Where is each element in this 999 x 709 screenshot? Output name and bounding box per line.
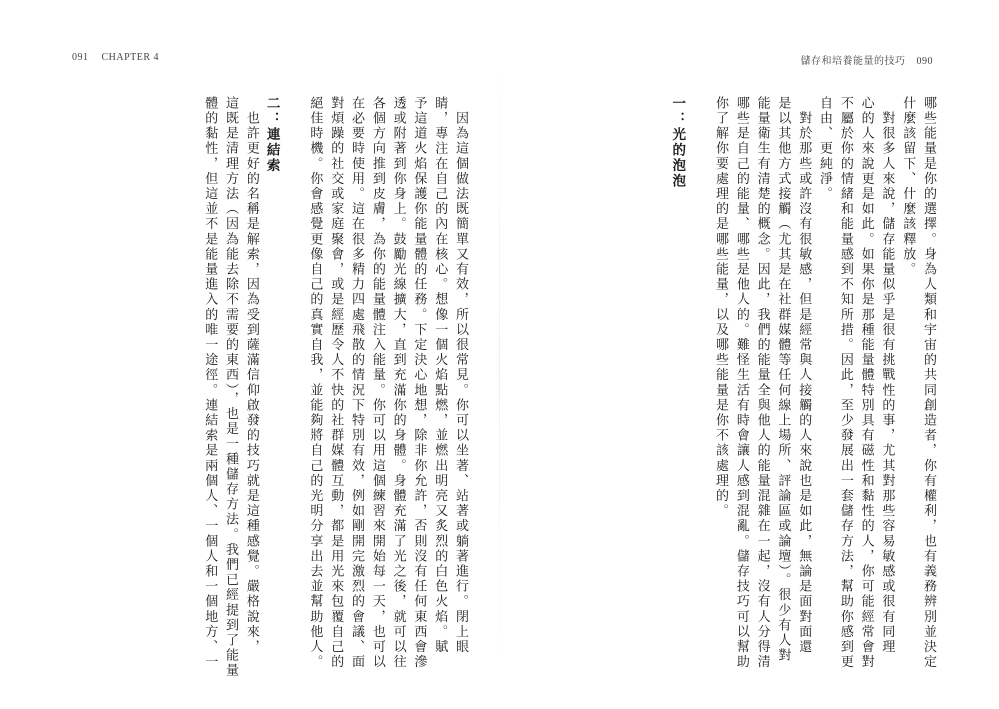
section-spacer xyxy=(687,96,709,681)
section-spacer xyxy=(282,96,304,681)
left-page-body xyxy=(170,96,470,681)
text-column: 予這道火焰保護你能量體的任務。下定決心地想，除非你允許，否則沒有任何東西會滲 xyxy=(411,96,427,670)
text-column: 是以其他方式接觸（尤其是在社群媒體等任何線上場所、評論區或論壇）。很少有人對 xyxy=(775,96,791,664)
text-column: 各個方向推到皮膚，為你的能量體注入能量。你可以用這個練習來開始每一天，也可以 xyxy=(369,96,385,670)
text-column: 體的黏性，但這並不是能量進入的唯一途徑。連結索是兩個人、一個人和一個地方、一 xyxy=(202,96,218,670)
text-column: 對很多人來說，儲存能量似乎是很有挑戰性的事，尤其對那些容易敏感或很有同理 xyxy=(879,96,895,655)
text-column: 自由、更純淨。 xyxy=(817,96,833,202)
page-gutter xyxy=(499,40,500,690)
left-page-number: 091 xyxy=(72,52,89,63)
text-column: 心的人來說更是如此。如果你是那種能量體特別具有磁性和黏性的人，你可能經常會對 xyxy=(858,96,874,670)
text-column: 不屬於你的情緒和能量感到不知所措。因此，至少發展出一套儲存方法，幫助你感到更 xyxy=(837,96,853,670)
text-column: 這既是清理方法（因為能去除不需要的東西），也是一種儲存方法。我們已經提到了能量 xyxy=(223,96,239,679)
text-column: 哪些能量是你的選擇。身為人類和宇宙的共同創造者，你有權利，也有義務辨別並決定 xyxy=(921,96,936,670)
text-column: 透或附著到你身上。鼓勵光線擴大，直到充滿你的身體。身體充滿了光之後，就可以往 xyxy=(390,96,406,670)
text-column: 什麼該留下、什麼該釋放。 xyxy=(900,96,916,278)
text-column: 哪些是自己的能量、哪些是他人的。難怪生活有時會讓人感到混亂。儲存技巧可以幫助 xyxy=(733,96,749,670)
text-column: 能量衛生有清楚的概念。因此，我們的能量全與他人的能量混雜在一起，沒有人分得清 xyxy=(754,96,770,670)
right-chapter-title: 儲存和培養能量的技巧 xyxy=(800,56,906,67)
text-column: 睛，專注在自己的內在核心。想像一個火焰點燃，並燃出明亮又炙烈的白色火焰。賦 xyxy=(432,96,448,655)
section-heading-connection-cord: 二：連結索 xyxy=(263,96,280,174)
text-column: 對於那些或許沒有很敏感，但是經常與人接觸的人來說也是如此，無論是面對面還 xyxy=(796,96,812,655)
text-column: 在必要時使用。這在很多精力四處飛散的情況下特別有效，例如剛開完激烈的會議、面 xyxy=(349,96,365,670)
right-running-header xyxy=(801,52,934,67)
text-column: 也許更好的名稱是解索，因為受到薩滿信仰啟發的技巧就是這種感覺。嚴格說來， xyxy=(243,96,259,655)
left-running-header xyxy=(72,52,159,63)
section-heading-light-bubble: 一：光的泡泡 xyxy=(669,96,686,189)
text-column: 你了解你要處理的是哪些能量，以及哪些能量是你不該處理的。 xyxy=(713,96,729,519)
text-column: 絕佳時機。你會感覺更像自己的真實自我，並能夠將自己的光明分享出去並幫助他人。 xyxy=(307,96,323,670)
right-page-number: 090 xyxy=(916,56,933,67)
text-column: 對煩躁的社交或家庭聚會，或是經歷令人不快的社群媒體互動，都是用光來包覆自己的 xyxy=(328,96,344,670)
left-chapter-title: CHAPTER 4 xyxy=(101,52,160,63)
text-column: 因為這個做法既簡單又有效，所以很常見。你可以坐著、站著或躺著進行。閉上眼 xyxy=(453,96,468,655)
right-page-body xyxy=(560,96,938,681)
